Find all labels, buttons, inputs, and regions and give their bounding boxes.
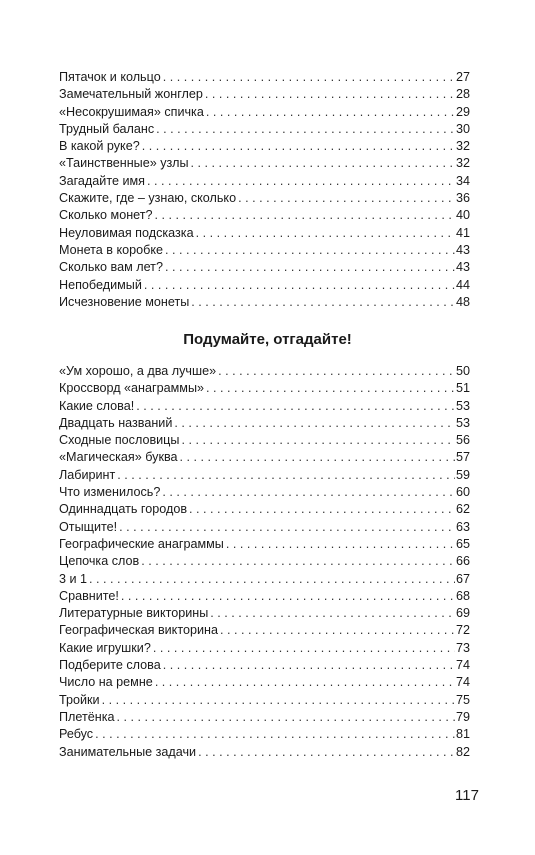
toc-entry-page: 56	[455, 433, 470, 448]
toc-dot-leader	[163, 657, 455, 674]
toc-entry-page: 34	[455, 173, 470, 188]
toc-entry	[59, 398, 470, 415]
toc-entry-page: 81	[455, 727, 470, 742]
toc-entry-title: 3 и 1	[59, 571, 88, 586]
toc-dot-leader	[136, 398, 455, 415]
toc-dot-leader	[156, 121, 455, 138]
toc-entry	[59, 242, 470, 259]
toc-dot-leader	[95, 726, 455, 743]
toc-entry	[59, 657, 470, 674]
toc-entry-page: 57	[455, 450, 470, 465]
toc-entry-title: Какие игрушки?	[59, 640, 151, 655]
toc-entry-title: Исчезновение монеты	[59, 294, 190, 309]
toc-dot-leader	[165, 259, 455, 276]
toc-dot-leader	[218, 363, 455, 380]
toc-entry-title: Замечательный жонглер	[59, 87, 203, 102]
toc-entry-page: 43	[455, 242, 470, 257]
toc-entry	[59, 86, 470, 103]
toc-dot-leader	[121, 588, 455, 605]
toc-entry-page: 41	[455, 225, 470, 240]
toc-entry	[59, 744, 470, 761]
toc-dot-leader	[189, 501, 455, 518]
toc-entry	[59, 588, 470, 605]
toc-entry-page: 32	[455, 139, 470, 154]
toc-entry-page: 68	[455, 588, 470, 603]
toc-entry-title: Монета в коробке	[59, 242, 164, 257]
toc-dot-leader	[206, 104, 455, 121]
toc-dot-leader	[162, 484, 455, 501]
toc-entry-title: В какой руке?	[59, 139, 140, 154]
toc-entry	[59, 674, 470, 691]
toc-list-part1	[59, 69, 470, 311]
toc-entry	[59, 155, 470, 172]
toc-dot-leader	[89, 571, 455, 588]
toc-entry	[59, 104, 470, 121]
toc-entry	[59, 277, 470, 294]
toc-entry	[59, 640, 470, 657]
toc-entry	[59, 294, 470, 311]
toc-entry-page: 65	[455, 536, 470, 551]
toc-entry-page: 74	[455, 658, 470, 673]
toc-dot-leader	[141, 553, 455, 570]
toc-entry-title: Трудный баланс	[59, 121, 155, 136]
toc-entry-page: 27	[455, 70, 470, 84]
toc-dot-leader	[206, 380, 455, 397]
toc-entry	[59, 553, 470, 570]
toc-entry-title: Число на ремне	[59, 675, 153, 690]
toc-dot-leader	[147, 173, 455, 190]
toc-entry	[59, 692, 470, 709]
toc-entry	[59, 709, 470, 726]
toc-dot-leader	[191, 294, 455, 311]
toc-entry	[59, 121, 470, 138]
toc-dot-leader	[191, 155, 455, 172]
toc-entry	[59, 259, 470, 276]
toc-dot-leader	[238, 190, 455, 207]
toc-entry-page: 29	[455, 104, 470, 119]
toc-entry-title: Сколько монет?	[59, 208, 153, 223]
toc-entry-page: 75	[455, 692, 470, 707]
toc-entry-title: Двадцать названий	[59, 415, 173, 430]
toc-entry-page: 72	[455, 623, 470, 638]
toc-entry-title: Плетёнка	[59, 709, 115, 724]
toc-entry-title: Непобедимый	[59, 277, 142, 292]
toc-entry	[59, 571, 470, 588]
toc-entry-page: 59	[455, 467, 470, 482]
toc-dot-leader	[180, 449, 455, 466]
toc-entry-title: «Ум хорошо, а два лучше»	[59, 364, 217, 378]
toc-entry-title: Подберите слова	[59, 658, 161, 673]
toc-dot-leader	[155, 207, 455, 224]
toc-entry	[59, 519, 470, 536]
toc-entry-page: 62	[455, 502, 470, 517]
toc-entry-title: Какие слова!	[59, 398, 135, 413]
toc-dot-leader	[220, 622, 455, 639]
toc-entry-page: 74	[455, 675, 470, 690]
toc-dot-leader	[198, 744, 455, 761]
toc-entry-page: 48	[455, 294, 470, 309]
toc-entry-title: Неуловимая подсказка	[59, 225, 194, 240]
toc-entry-title: Ребус	[59, 727, 94, 742]
toc-entry	[59, 363, 470, 380]
toc-entry-title: Что изменилось?	[59, 485, 161, 500]
toc-entry-title: Одиннадцать городов	[59, 502, 188, 517]
toc-entry-page: 53	[455, 398, 470, 413]
toc-entry	[59, 225, 470, 242]
toc-entry-page: 67	[455, 571, 470, 586]
toc-entry-page: 28	[455, 87, 470, 102]
toc-entry	[59, 173, 470, 190]
toc-entry-page: 82	[455, 744, 470, 759]
toc-dot-leader	[144, 277, 455, 294]
toc-entry	[59, 605, 470, 622]
toc-entry-page: 73	[455, 640, 470, 655]
toc-dot-leader	[165, 242, 455, 259]
toc-entry-page: 50	[455, 364, 470, 378]
toc-entry-page: 43	[455, 260, 470, 275]
toc-entry-title: Занимательные задачи	[59, 744, 197, 759]
toc-entry	[59, 69, 470, 86]
toc-entry-title: «Несокрушимая» спичка	[59, 104, 204, 119]
toc-entry	[59, 501, 470, 518]
toc-entry-title: Пятачок и кольцо	[59, 70, 161, 84]
toc-entry-page: 30	[455, 121, 470, 136]
toc-dot-leader	[163, 69, 455, 86]
toc-entry	[59, 484, 470, 501]
section-heading: Подумайте, отгадайте!	[183, 331, 352, 348]
toc-entry	[59, 207, 470, 224]
toc-entry-title: Отыщите!	[59, 519, 118, 534]
page-number: 117	[455, 787, 479, 804]
toc-entry-page: 40	[455, 208, 470, 223]
toc-entry-title: Сходные пословицы	[59, 433, 180, 448]
toc-entry	[59, 190, 470, 207]
toc-dot-leader	[196, 225, 455, 242]
toc-entry-page: 32	[455, 156, 470, 171]
toc-entry-page: 60	[455, 485, 470, 500]
toc-entry	[59, 449, 470, 466]
toc-entry-page: 63	[455, 519, 470, 534]
toc-entry-page: 53	[455, 415, 470, 430]
toc-dot-leader	[153, 640, 455, 657]
toc-entry	[59, 467, 470, 484]
toc-entry-title: Сравните!	[59, 588, 119, 603]
toc-entry-page: 44	[455, 277, 470, 292]
toc-dot-leader	[181, 432, 455, 449]
toc-entry	[59, 432, 470, 449]
toc-list-part2	[59, 363, 470, 761]
toc-dot-leader	[226, 536, 455, 553]
toc-dot-leader	[117, 467, 455, 484]
toc-entry-title: Загадайте имя	[59, 173, 145, 188]
toc-dot-leader	[155, 674, 455, 691]
toc-entry-title: Скажите, где – узнаю, сколько	[59, 191, 237, 206]
toc-dot-leader	[117, 709, 455, 726]
toc-entry-title: «Таинственные» узлы	[59, 156, 189, 171]
toc-entry-title: Географическая викторина	[59, 623, 218, 638]
toc-entry-title: Цепочка слов	[59, 554, 140, 569]
toc-entry-title: Сколько вам лет?	[59, 260, 163, 275]
toc-entry	[59, 138, 470, 155]
toc-entry-title: «Магическая» буква	[59, 450, 178, 465]
toc-entry-title: Кроссворд «анаграммы»	[59, 381, 204, 396]
toc-entry	[59, 380, 470, 397]
toc-dot-leader	[210, 605, 455, 622]
toc-entry	[59, 726, 470, 743]
toc-dot-leader	[119, 519, 455, 536]
toc-entry-page: 69	[455, 606, 470, 621]
toc-dot-leader	[102, 692, 455, 709]
toc-entry	[59, 415, 470, 432]
toc-entry-page: 79	[455, 709, 470, 724]
toc-entry-title: Литературные викторины	[59, 606, 209, 621]
toc-entry	[59, 622, 470, 639]
toc-entry-title: Лабиринт	[59, 467, 116, 482]
toc-entry	[59, 536, 470, 553]
toc-entry-title: Тройки	[59, 692, 100, 707]
toc-dot-leader	[174, 415, 455, 432]
toc-dot-leader	[142, 138, 455, 155]
toc-entry-page: 66	[455, 554, 470, 569]
toc-entry-page: 51	[455, 381, 470, 396]
toc-entry-page: 36	[455, 191, 470, 206]
toc-dot-leader	[205, 86, 455, 103]
toc-entry-title: Географические анаграммы	[59, 536, 224, 551]
